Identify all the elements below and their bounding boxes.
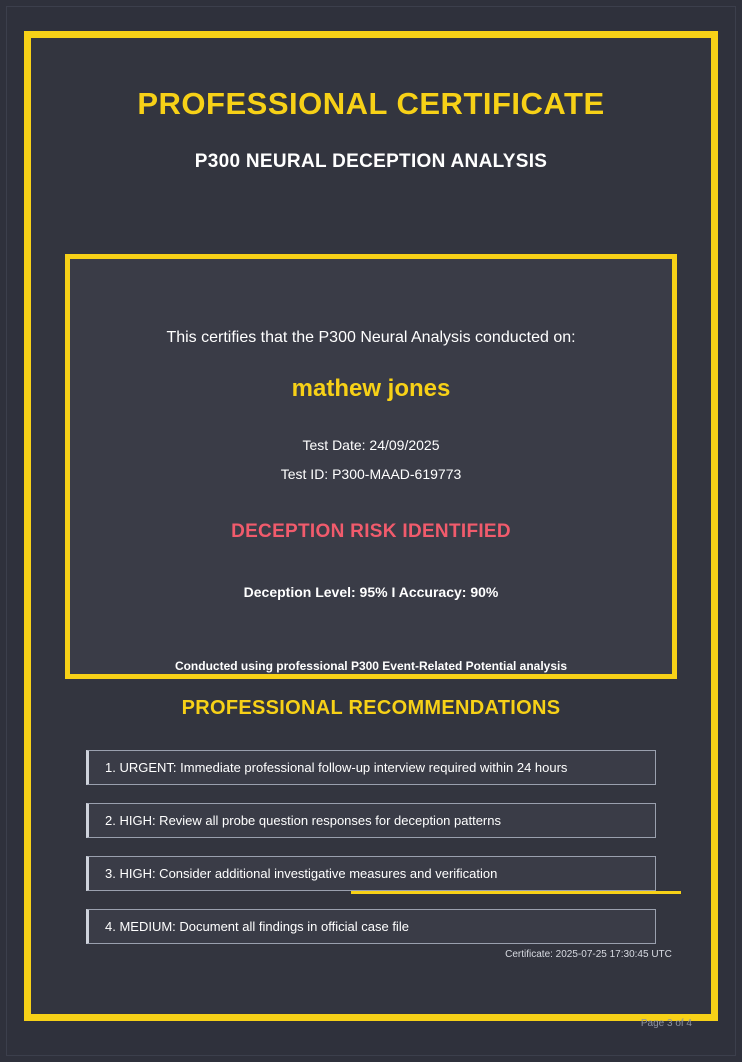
- list-item: 1. URGENT: Immediate professional follow-up interview required within 24 hours: [86, 750, 656, 785]
- certificate-stamp: Certificate: 2025-07-25 17:30:45 UTC: [505, 949, 672, 960]
- certificate-content: [31, 38, 711, 1014]
- list-item: 3. HIGH: Consider additional investigative measures and verification: [86, 856, 656, 891]
- page-title: PROFESSIONAL CERTIFICATE: [137, 86, 605, 121]
- metrics-summary: Deception Level: 95% I Accuracy: 90%: [243, 584, 499, 600]
- method-note: Conducted using professional P300 Event-Related Potential analysis: [174, 659, 568, 673]
- certificate-frame: [24, 31, 718, 1021]
- list-item: 2. HIGH: Review all probe question responses for deception patterns: [86, 803, 656, 838]
- subject-name: mathew jones: [291, 375, 451, 402]
- accent-divider: [351, 891, 681, 894]
- page-subtitle: P300 NEURAL DECEPTION ANALYSIS: [194, 151, 548, 172]
- test-date: Test Date: 24/09/2025: [302, 437, 440, 453]
- recommendations-heading: PROFESSIONAL RECOMMENDATIONS: [181, 697, 561, 719]
- page-number: Page 3 of 4: [640, 1018, 692, 1029]
- test-id: Test ID: P300-MAAD-619773: [280, 466, 462, 482]
- status-badge: DECEPTION RISK IDENTIFIED: [231, 521, 511, 542]
- list-item: 4. MEDIUM: Document all findings in official case file: [86, 909, 656, 944]
- recommendations-list: [86, 750, 656, 962]
- certifies-statement: This certifies that the P300 Neural Analysis conducted on:: [166, 329, 576, 346]
- analysis-detail-panel: [65, 254, 677, 679]
